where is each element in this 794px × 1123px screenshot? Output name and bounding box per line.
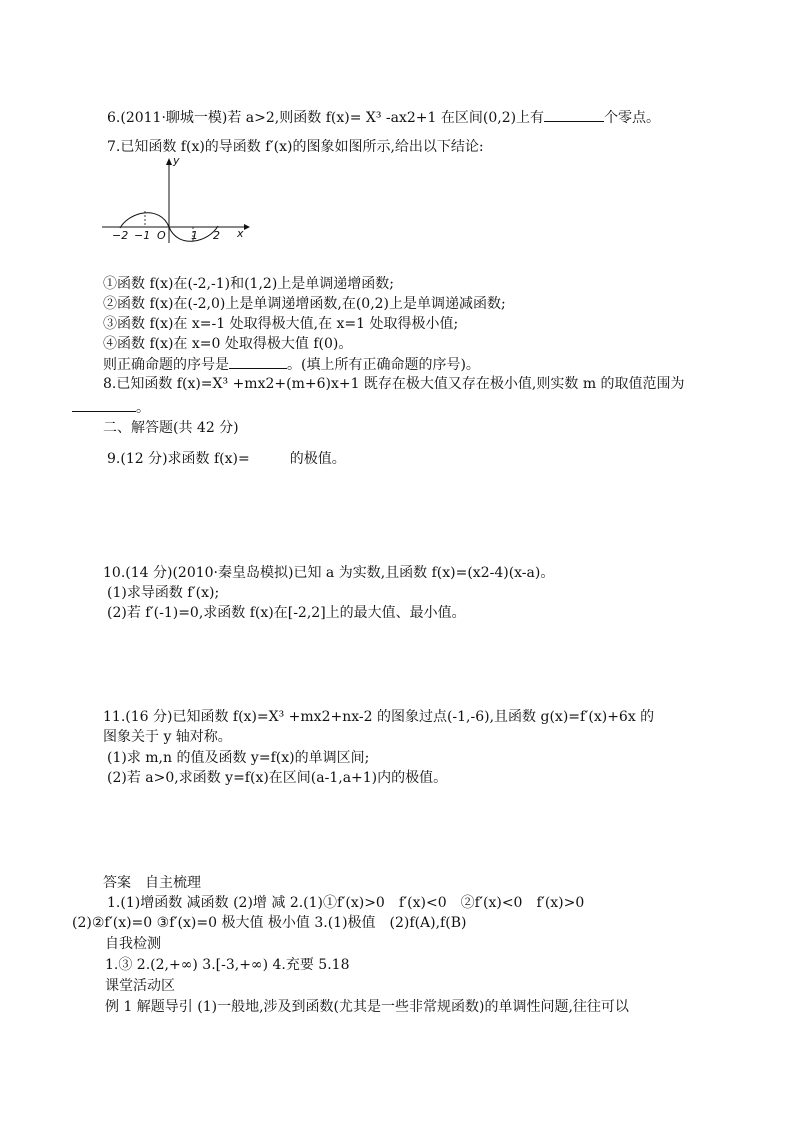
question-8-suffix: 。 [136, 400, 150, 416]
y-axis-label: y [173, 155, 180, 167]
question-8-line-2 [72, 398, 150, 417]
q7-answer-blank [229, 355, 287, 369]
question-9-text: 9.(12 分)求函数 f(x)= [107, 451, 250, 467]
question-8-blank [72, 398, 136, 412]
tick-label-minus-2: −2 [112, 229, 129, 242]
answers-line-2: (2)②f′(x)=0 ③f′(x)=0 极大值 极小值 3.(1)极值 (2)f(A),f(B) [72, 915, 467, 931]
x-axis-label: x [237, 227, 244, 240]
self-check-answers: 1.③ 2.(2,+∞) 3.[-3,+∞) 4.充要 5.18 [105, 957, 350, 973]
self-check-heading: 自我检测 [105, 936, 161, 952]
x-axis-arrow [244, 224, 250, 230]
q7-question-text: 则正确命题的序号是 [103, 357, 229, 373]
q7-item-1: ①函数 f(x)在(-2,-1)和(1,2)上是单调递增函数; [103, 276, 395, 292]
answers-heading: 答案 自主梳理 [103, 875, 201, 891]
tick-label-2: 2 [213, 229, 220, 242]
question-10-line-1: 10.(14 分)(2010·秦皇岛模拟)已知 a 为实数,且函数 f(x)=(x2-4)(x-a)。 [103, 565, 555, 581]
question-11-line-1: 11.(16 分)已知函数 f(x)=X³ +mx2+nx-2 的图象过点(-1,-6),且函数 g(x)=f′(x)+6x 的 [103, 709, 655, 725]
origin-label: O [157, 229, 166, 242]
classroom-heading: 课堂活动区 [105, 978, 175, 994]
y-axis-arrow [166, 158, 172, 165]
question-7-intro: 7.已知函数 f(x)的导函数 f′(x)的图象如图所示,给出以下结论: [107, 139, 484, 155]
question-10-line-2: (1)求导函数 f′(x); [107, 585, 220, 601]
question-10-line-3: (2)若 f′(-1)=0,求函数 f(x)在[-2,2]上的最大值、最小值。 [107, 605, 466, 621]
question-9 [107, 450, 346, 468]
derivative-graph [100, 155, 250, 245]
tick-label-minus-1: −1 [134, 229, 151, 242]
question-6-blank [544, 108, 604, 122]
q7-item-4: ④函数 f(x)在 x=0 处取得极大值 f(0)。 [103, 336, 353, 352]
answers-line-1: 1.(1)增函数 减函数 (2)增 减 2.(1)①f′(x)>0 f′(x)<0 ②f′(x)<0 f′(x)>0 [107, 895, 585, 911]
q7-question [103, 355, 480, 374]
question-6 [107, 108, 660, 127]
question-6-text: 6.(2011·聊城一模)若 a>2,则函数 f(x)= X³ -ax2+1 在区间(0,2)上有 [107, 110, 545, 126]
q7-item-3: ③函数 f(x)在 x=-1 处取得极大值,在 x=1 处取得极小值; [103, 316, 459, 332]
tick-label-1: 1 [191, 229, 198, 242]
question-8-line-1: 8.已知函数 f(x)=X³ +mx2+(m+6)x+1 既存在极大值又存在极小值,则实数 m 的取值范围为 [103, 376, 685, 392]
q7-question-suffix: 。(填上所有正确命题的序号)。 [287, 357, 480, 373]
section-2-heading: 二、解答题(共 42 分) [103, 420, 239, 436]
question-6-suffix: 个零点。 [604, 110, 661, 126]
question-9-suffix: 的极值。 [289, 451, 346, 467]
question-11-line-2: 图象关于 y 轴对称。 [103, 729, 232, 745]
question-11-line-3: (1)求 m,n 的值及函数 y=f(x)的单调区间; [107, 750, 370, 766]
q7-item-2: ②函数 f(x)在(-2,0)上是单调递增函数,在(0,2)上是单调递减函数; [103, 296, 506, 312]
question-11-line-4: (2)若 a>0,求函数 y=f(x)在区间(a-1,a+1)内的极值。 [107, 770, 448, 786]
example-1-line: 例 1 解题导引 (1)一般地,涉及到函数(尤其是一些非常规函数)的单调性问题,往往可以 [105, 999, 629, 1015]
